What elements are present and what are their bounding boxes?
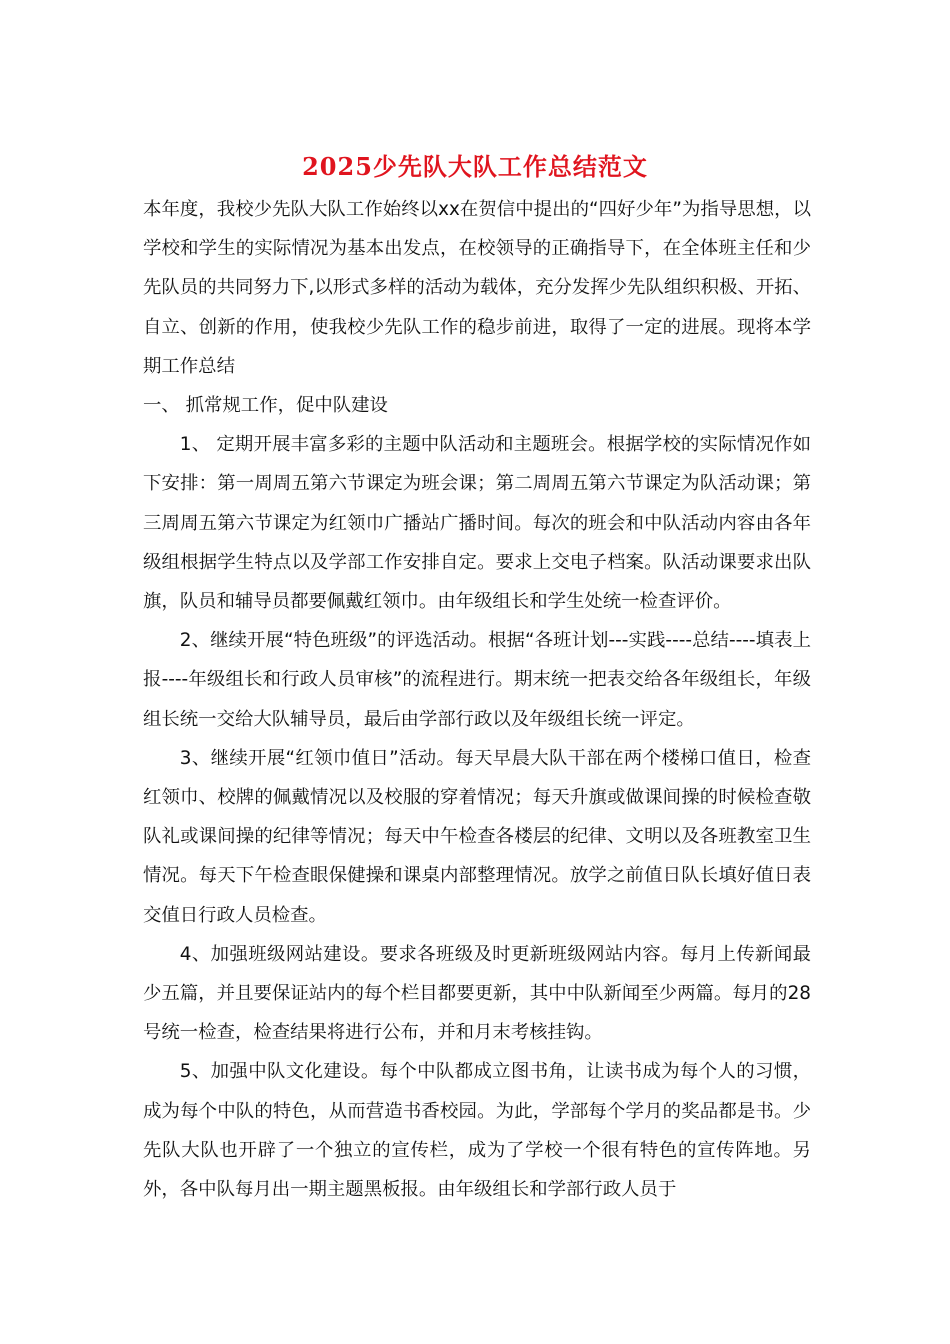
paragraph-item-4: 4、加强班级网站建设。要求各班级及时更新班级网站内容。每月上传新闻最少五篇，并且要保证站内的每个栏目都要更新，其中中队新闻至少两篇。每月的28号统一检查，检查结果将进行公布，并和月末考核挂钩。 <box>143 943 811 1044</box>
section-heading: 一、 抓常规工作，促中队建设 <box>143 395 388 417</box>
intro-paragraph: 本年度，我校少先队大队工作始终以xx在贺信中提出的“四好少年”为指导思想，以学校和学生的实际情况为基本出发点，在校领导的正确指导下，在全体班主任和少先队员的共同努力下,以形式多样的活动为载体，充分发挥少先队组织积极、开拓、自立、创新的作用，使我校少先队工作的稳步前进，取得了一定的进展。现将本学期工作总结 <box>143 199 811 377</box>
paragraph-item-2: 2、继续开展“特色班级”的评选活动。根据“各班计划---实践----总结----填表上报----年级组长和行政人员审核”的流程进行。期末统一把表交给各年级组长，年级组长统一交给大队辅导员，最后由学部行政以及年级组长统一评定。 <box>143 630 811 730</box>
paragraph-item-3: 3、继续开展“红领巾值日”活动。每天早晨大队干部在两个楼梯口值日，检查红领巾、校牌的佩戴情况以及校服的穿着情况；每天升旗或做课间操的时候检查敬队礼或课间操的纪律等情况；每天中午检查各楼层的纪律、文明以及各班教室卫生情况。每天下午检查眼保健操和课桌内部整理情况。放学之前值日队长填好值日表交值日行政人员检查。 <box>143 747 811 926</box>
document-title: 2025少先队大队工作总结范文 <box>302 152 648 181</box>
paragraph-item-1: 1、 定期开展丰富多彩的主题中队活动和主题班会。根据学校的实际情况作如下安排：第一周周五第六节课定为班会课；第二周周五第六节课定为队活动课；第三周周五第六节课定为红领巾广播站广播时间。每次的班会和中队活动内容由各年级组根据学生特点以及学部工作安排自定。要求上交电子档案。队活动课要求出队旗，队员和辅导员都要佩戴红领巾。由年级组长和学生处统一检查评价。 <box>143 434 811 613</box>
document-body <box>143 190 811 1209</box>
paragraph-item-5: 5、加强中队文化建设。每个中队都成立图书角，让读书成为每个人的习惯，成为每个中队的特色，从而营造书香校园。为此，学部每个学月的奖品都是书。少先队大队也开辟了一个独立的宣传栏，成为了学校一个很有特色的宣传阵地。另外，各中队每月出一期主题黑板报。由年级组长和学部行政人员于 <box>143 1061 811 1201</box>
